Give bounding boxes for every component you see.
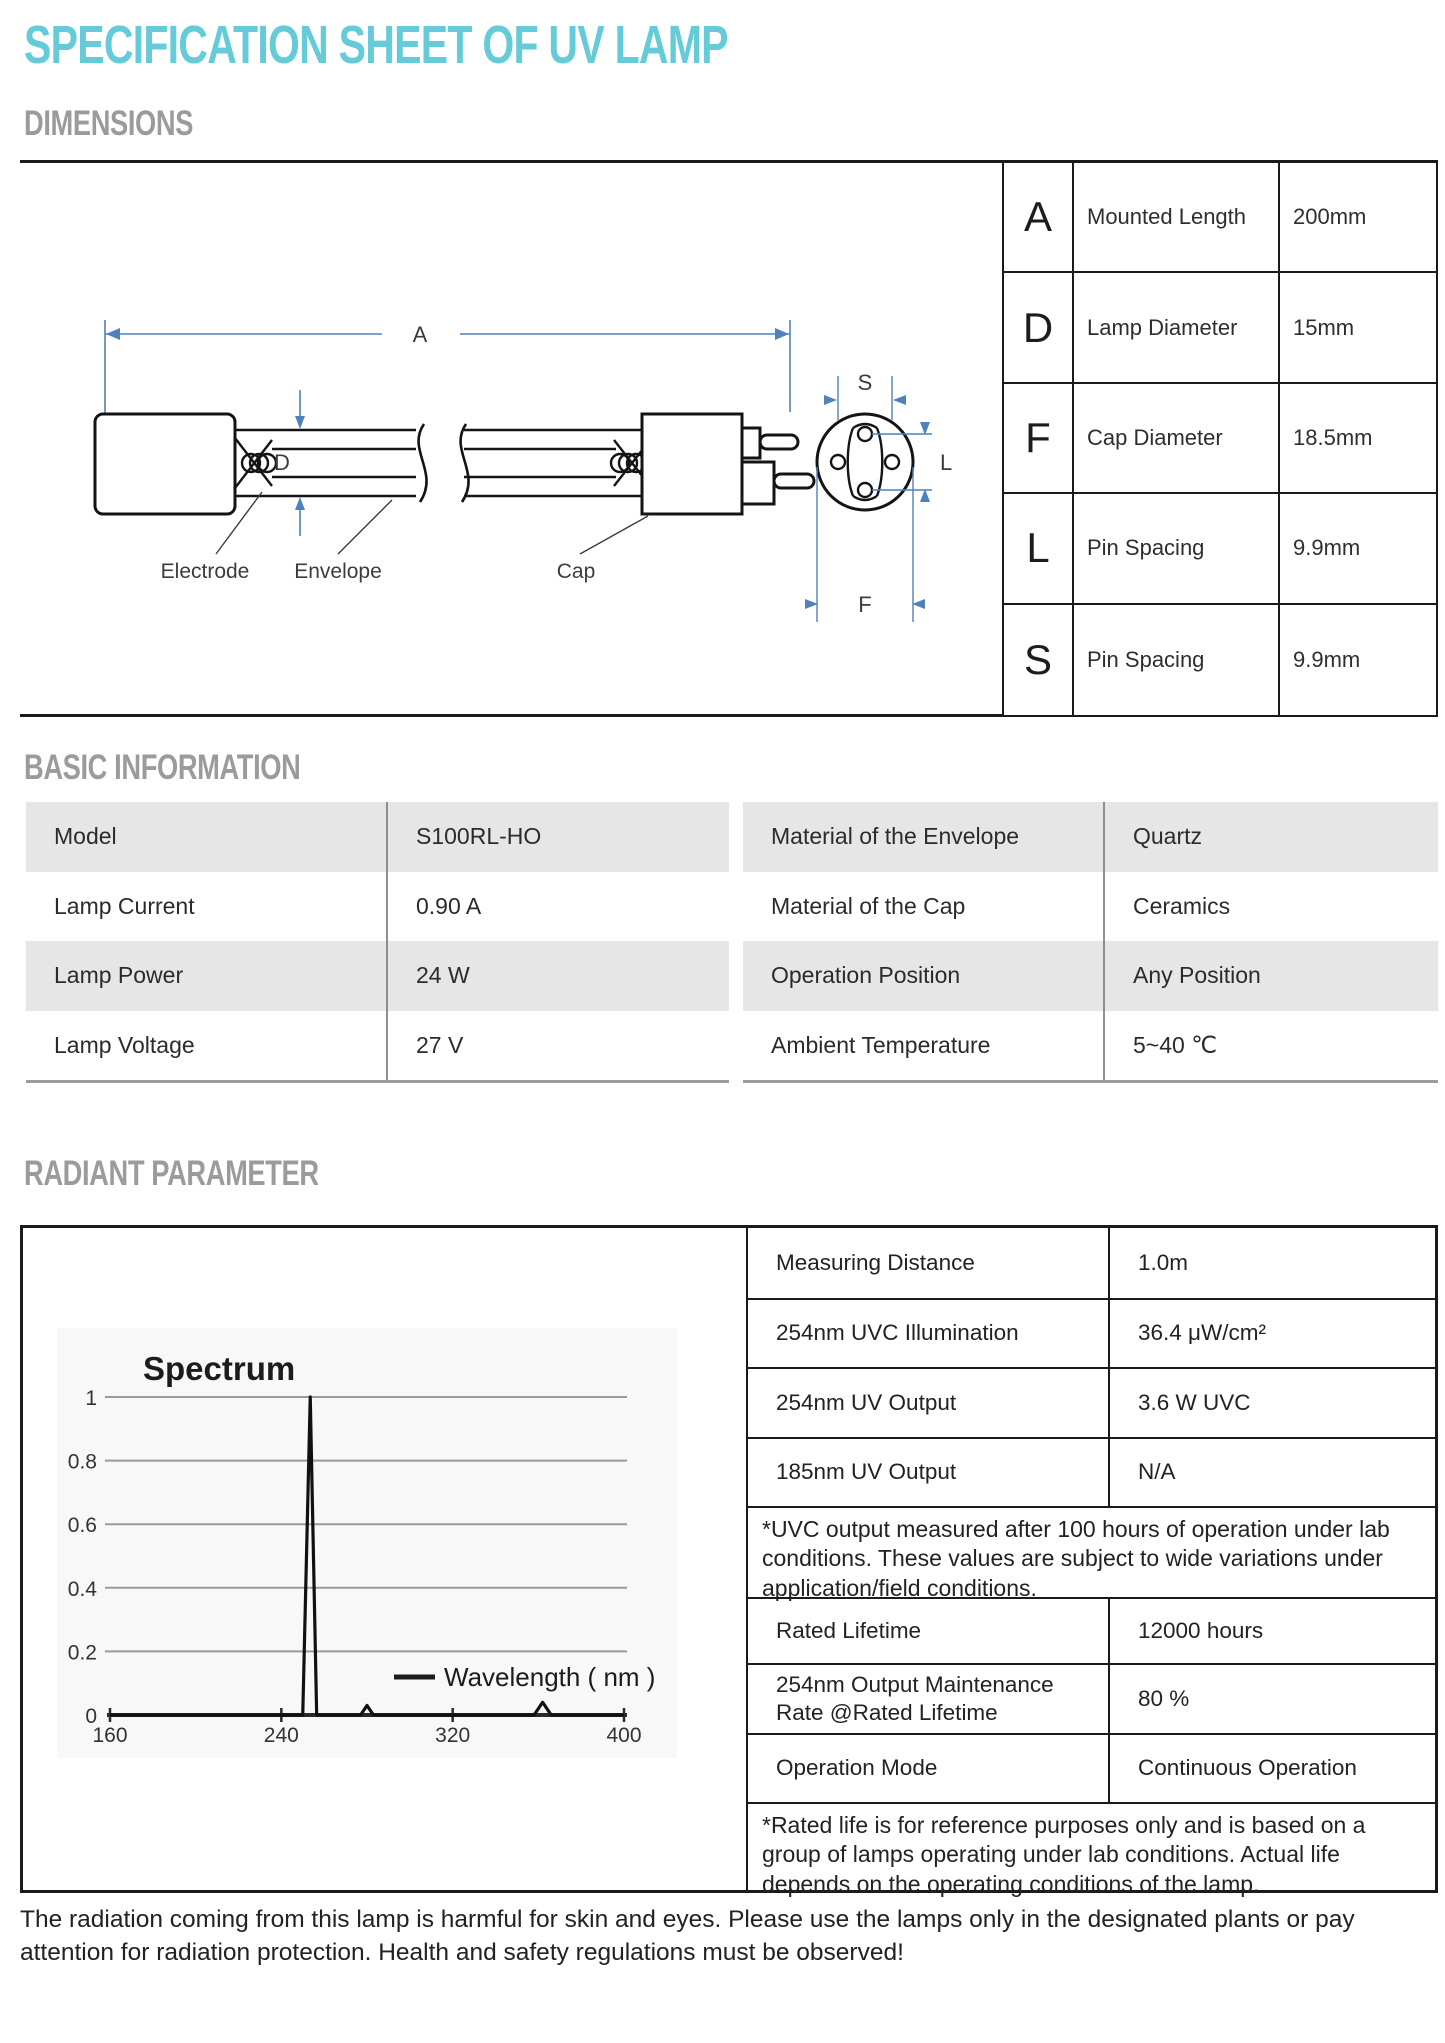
dimensions-table bbox=[1002, 163, 1438, 715]
a-arrow-right bbox=[775, 328, 789, 340]
envelope-label: Envelope bbox=[294, 560, 382, 583]
table-row bbox=[748, 1597, 1435, 1663]
info-label: Material of the Envelope bbox=[743, 802, 1105, 872]
chart-title: Spectrum bbox=[143, 1350, 296, 1387]
info-label: Ambient Temperature bbox=[743, 1011, 1105, 1081]
cap-label: Cap bbox=[556, 560, 596, 583]
dim-value: 18.5mm bbox=[1280, 384, 1436, 494]
warning-line: The radiation coming from this lamp is harmful for skin and eyes. Please use the lamps only in the designated plants or pay bbox=[20, 1906, 1355, 1933]
table-row bbox=[26, 802, 729, 872]
rated-life-note: *Rated life is for reference purposes only and is based on a group of lamps operating under lab conditions. Actual life depends on the operating conditions of the lamp. bbox=[748, 1802, 1435, 1905]
s-arrow-left bbox=[824, 395, 837, 405]
param-value: N/A bbox=[1138, 1459, 1176, 1485]
param-label: Measuring Distance bbox=[748, 1228, 1110, 1298]
l-dim-label: L bbox=[940, 450, 953, 475]
legend-label: Wavelength ( nm ) bbox=[444, 1662, 656, 1692]
param-value: 1.0m bbox=[1138, 1249, 1189, 1275]
dim-value: 200mm bbox=[1280, 163, 1436, 273]
info-value: Ceramics bbox=[1133, 892, 1231, 919]
leader-lines bbox=[216, 492, 648, 554]
table-row bbox=[743, 1011, 1438, 1081]
table-row bbox=[748, 1733, 1435, 1802]
param-label: 254nm Output Maintenance Rate @Rated Lifetime bbox=[748, 1665, 1110, 1733]
info-value: 27 V bbox=[416, 1031, 464, 1058]
dim-name: Lamp Diameter bbox=[1074, 273, 1280, 383]
info-value: 5~40 ℃ bbox=[1133, 1031, 1218, 1058]
spectrum-chart bbox=[57, 1328, 677, 1758]
table-row bbox=[26, 872, 729, 942]
table-row bbox=[748, 1367, 1435, 1437]
chart-background bbox=[57, 1328, 677, 1758]
param-value: Continuous Operation bbox=[1138, 1755, 1357, 1781]
f-dim-label: F bbox=[858, 592, 872, 617]
radiant-parameter-panel bbox=[20, 1225, 1438, 1897]
a-dimension-lines bbox=[105, 320, 790, 417]
basic-info-table-right bbox=[743, 802, 1438, 1083]
dim-symbol: F bbox=[1004, 384, 1074, 494]
table-row bbox=[748, 1437, 1435, 1506]
dim-name: Pin Spacing bbox=[1074, 494, 1280, 604]
dim-name: Mounted Length bbox=[1074, 163, 1280, 273]
dim-symbol: A bbox=[1004, 163, 1074, 273]
warning-line: attention for radiation protection. Health and safety regulations must be observed! bbox=[20, 1938, 904, 1966]
x-tick-label: 160 bbox=[92, 1724, 128, 1747]
param-label: 254nm UV Output bbox=[748, 1369, 1110, 1437]
info-value: Any Position bbox=[1133, 962, 1261, 989]
envelope-tube bbox=[235, 424, 642, 502]
param-label: Rated Lifetime bbox=[748, 1599, 1110, 1663]
page-title: SPECIFICATION SHEET OF UV LAMP bbox=[24, 15, 728, 75]
dim-name: Pin Spacing bbox=[1074, 605, 1280, 715]
info-value: Quartz bbox=[1133, 823, 1203, 850]
info-label: Material of the Cap bbox=[743, 872, 1105, 942]
dim-symbol: D bbox=[1004, 273, 1074, 383]
l-arrow-top bbox=[920, 422, 930, 435]
dim-value: 9.9mm bbox=[1280, 494, 1436, 604]
param-value: 36.4 μW/cm² bbox=[1138, 1320, 1266, 1346]
left-cap-shape bbox=[95, 414, 235, 514]
f-arrow-left bbox=[805, 599, 818, 609]
table-row bbox=[743, 941, 1438, 1011]
param-value: 3.6 W UVC bbox=[1138, 1389, 1251, 1415]
d-arrow-bottom bbox=[295, 497, 305, 510]
table-row bbox=[26, 1011, 729, 1081]
info-label: Operation Position bbox=[743, 941, 1105, 1011]
y-tick-label: 1 bbox=[85, 1387, 97, 1410]
table-row bbox=[743, 802, 1438, 872]
table-row bbox=[743, 872, 1438, 942]
radiant-parameter-table bbox=[748, 1228, 1435, 1897]
s-dim-label: S bbox=[857, 370, 873, 395]
dim-symbol: L bbox=[1004, 494, 1074, 604]
x-tick-label: 400 bbox=[606, 1724, 642, 1747]
radiation-warning bbox=[20, 1904, 1430, 1970]
d-dim-label: D bbox=[274, 450, 290, 475]
s-arrow-right bbox=[893, 395, 906, 405]
param-label: 185nm UV Output bbox=[748, 1439, 1110, 1506]
param-label: Operation Mode bbox=[748, 1735, 1110, 1802]
table-row bbox=[748, 1298, 1435, 1367]
table-row bbox=[26, 941, 729, 1011]
table-row bbox=[748, 1663, 1435, 1733]
x-tick-label: 240 bbox=[263, 1724, 299, 1747]
x-tick-label: 320 bbox=[435, 1724, 471, 1747]
uvc-output-note: *UVC output measured after 100 hours of operation under lab conditions. These values are subject to wide variations under application/field conditions. bbox=[748, 1506, 1435, 1597]
info-value: S100RL-HO bbox=[416, 823, 542, 850]
param-value: 80 % bbox=[1138, 1685, 1190, 1711]
electrode-label: Electrode bbox=[160, 560, 250, 583]
table-row bbox=[748, 1228, 1435, 1298]
info-label: Model bbox=[26, 802, 388, 872]
info-label: Lamp Voltage bbox=[26, 1011, 388, 1081]
y-tick-label: 0.4 bbox=[67, 1577, 97, 1601]
dimensions-heading: DIMENSIONS bbox=[24, 104, 194, 143]
d-arrow-top bbox=[295, 416, 305, 429]
info-value: 0.90 A bbox=[416, 892, 482, 919]
basic-info-table-left bbox=[26, 802, 729, 1083]
dim-value: 9.9mm bbox=[1280, 605, 1436, 715]
dim-name: Cap Diameter bbox=[1074, 384, 1280, 494]
y-tick-label: 0 bbox=[85, 1705, 97, 1728]
dim-value: 15mm bbox=[1280, 273, 1436, 383]
param-value: 12000 hours bbox=[1138, 1617, 1264, 1643]
basic-information-heading: BASIC INFORMATION bbox=[24, 748, 301, 787]
lamp-dimension-diagram bbox=[20, 162, 1000, 714]
l-arrow-bottom bbox=[920, 489, 930, 502]
electrode-coil-left bbox=[235, 438, 276, 488]
y-tick-label: 0.8 bbox=[67, 1450, 97, 1474]
a-arrow-left bbox=[106, 328, 120, 340]
info-label: Lamp Power bbox=[26, 941, 388, 1011]
info-value: 24 W bbox=[416, 962, 470, 989]
param-label: 254nm UVC Illumination bbox=[748, 1300, 1110, 1367]
y-tick-label: 0.2 bbox=[67, 1641, 97, 1665]
info-label: Lamp Current bbox=[26, 872, 388, 942]
a-dim-label: A bbox=[412, 322, 428, 347]
right-cap-shape bbox=[642, 414, 814, 514]
radiant-parameter-heading: RADIANT PARAMETER bbox=[24, 1154, 319, 1193]
y-tick-label: 0.6 bbox=[67, 1514, 97, 1538]
dim-symbol: S bbox=[1004, 605, 1074, 715]
f-arrow-right bbox=[912, 599, 925, 609]
